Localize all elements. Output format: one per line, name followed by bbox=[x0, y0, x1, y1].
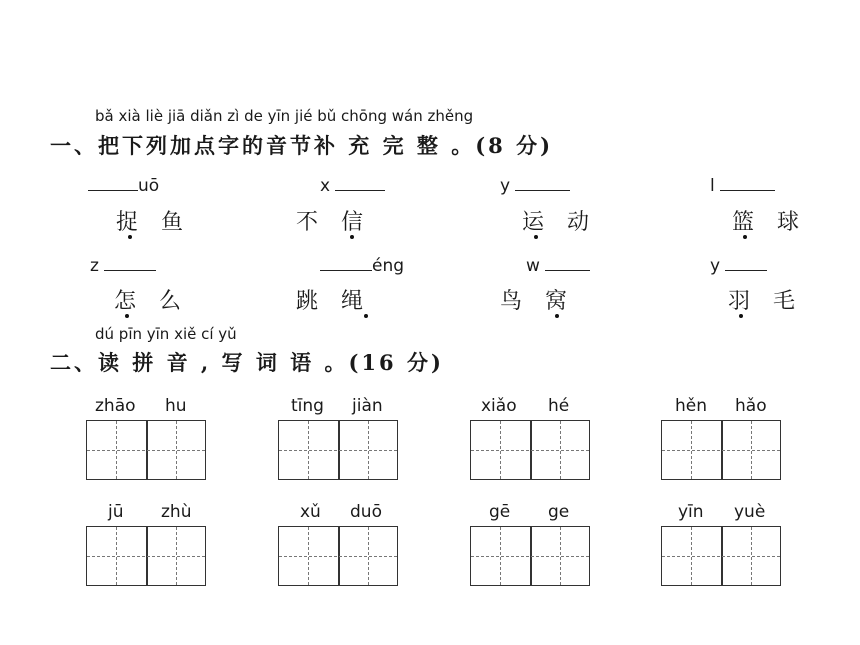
writing-grid[interactable] bbox=[86, 526, 206, 586]
answer-blank[interactable] bbox=[104, 252, 156, 271]
writing-grid[interactable] bbox=[661, 526, 781, 586]
grid-pinyin-4b: hǎo bbox=[735, 396, 767, 416]
word-8: 羽 毛 bbox=[728, 289, 803, 314]
word-5: 怎 么 bbox=[114, 289, 189, 314]
emphasis-dot bbox=[350, 235, 354, 239]
section1-title: 一、把下列加点字的音节补 充 完 整 。(8 分) bbox=[50, 133, 554, 158]
pinyin-blank-5 bbox=[90, 252, 156, 276]
answer-blank[interactable] bbox=[335, 172, 385, 191]
word-7: 鸟 窝 bbox=[500, 289, 575, 314]
writing-grid[interactable] bbox=[86, 420, 206, 480]
pinyin-text: y bbox=[710, 256, 721, 276]
emphasis-dot bbox=[739, 314, 743, 318]
grid-pinyin-8a: yīn bbox=[678, 502, 704, 522]
pinyin-blank-1 bbox=[88, 172, 159, 196]
grid-pinyin-5a: jū bbox=[108, 502, 124, 522]
section2-title: 二、读 拼 音 , 写 词 语 。(16 分) bbox=[50, 350, 444, 375]
emphasis-dot bbox=[743, 235, 747, 239]
grid-pinyin-7a: gē bbox=[489, 502, 511, 522]
answer-blank[interactable] bbox=[545, 252, 590, 271]
answer-blank[interactable] bbox=[88, 172, 138, 191]
emphasis-dot bbox=[534, 235, 538, 239]
grid-pinyin-6b: duō bbox=[350, 502, 382, 522]
pinyin-blank-4 bbox=[710, 172, 775, 196]
pinyin-text: w bbox=[526, 256, 540, 276]
pinyin-blank-8 bbox=[710, 252, 767, 276]
grid-pinyin-1a: zhāo bbox=[95, 396, 136, 416]
grid-pinyin-7b: ge bbox=[548, 502, 570, 522]
writing-grid[interactable] bbox=[470, 526, 590, 586]
pinyin-text: x bbox=[320, 176, 331, 196]
emphasis-dot bbox=[125, 314, 129, 318]
word-1: 捉 鱼 bbox=[116, 210, 191, 235]
grid-pinyin-2b: jiàn bbox=[352, 396, 383, 416]
answer-blank[interactable] bbox=[720, 172, 775, 191]
grid-pinyin-2a: tīng bbox=[291, 396, 324, 416]
answer-blank[interactable] bbox=[515, 172, 570, 191]
word-4: 篮 球 bbox=[732, 210, 807, 235]
pinyin-text: l bbox=[710, 176, 715, 196]
word-3: 运 动 bbox=[522, 210, 597, 235]
grid-pinyin-5b: zhù bbox=[161, 502, 192, 522]
pinyin-text: z bbox=[90, 256, 99, 276]
writing-grid[interactable] bbox=[661, 420, 781, 480]
grid-pinyin-1b: hu bbox=[165, 396, 187, 416]
word-6: 跳 绳 bbox=[296, 289, 371, 314]
pinyin-blank-6 bbox=[320, 252, 404, 276]
grid-pinyin-3b: hé bbox=[548, 396, 570, 416]
answer-blank[interactable] bbox=[320, 252, 372, 271]
pinyin-blank-3 bbox=[500, 172, 570, 196]
pinyin-text: y bbox=[500, 176, 511, 196]
pinyin-text: uō bbox=[138, 176, 160, 196]
writing-grid[interactable] bbox=[278, 526, 398, 586]
pinyin-blank-2 bbox=[320, 172, 385, 196]
emphasis-dot bbox=[555, 314, 559, 318]
emphasis-dot bbox=[364, 314, 368, 318]
grid-pinyin-6a: xǔ bbox=[300, 502, 321, 522]
pinyin-text: éng bbox=[372, 256, 405, 276]
section1-pinyin: bǎ xià liè jiā diǎn zì de yīn jié bǔ chōng wán zhěng bbox=[95, 107, 474, 125]
emphasis-dot bbox=[128, 235, 132, 239]
grid-pinyin-3a: xiǎo bbox=[481, 396, 517, 416]
answer-blank[interactable] bbox=[725, 252, 767, 271]
grid-pinyin-4a: hěn bbox=[675, 396, 708, 416]
section2-pinyin: dú pīn yīn xiě cí yǔ bbox=[95, 325, 237, 343]
word-2: 不 信 bbox=[296, 210, 371, 235]
pinyin-blank-7 bbox=[526, 252, 590, 276]
writing-grid[interactable] bbox=[470, 420, 590, 480]
writing-grid[interactable] bbox=[278, 420, 398, 480]
grid-pinyin-8b: yuè bbox=[734, 502, 766, 522]
